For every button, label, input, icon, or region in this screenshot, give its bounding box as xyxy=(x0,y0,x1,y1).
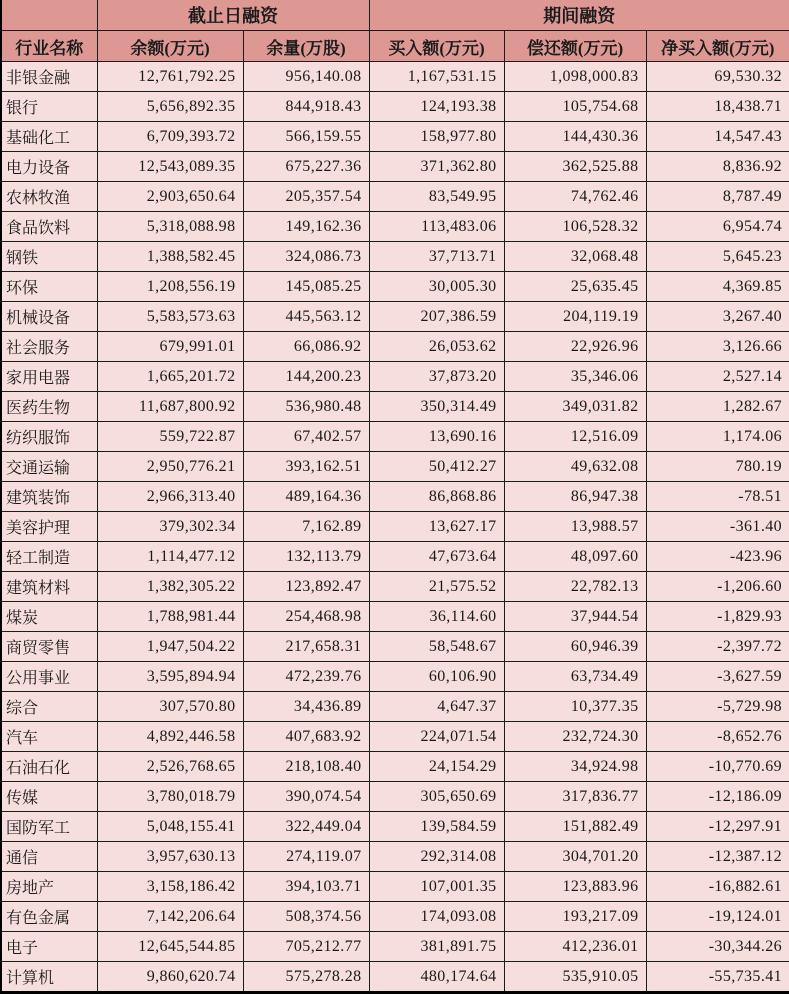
repay-amount-cell: 32,068.48 xyxy=(504,242,646,272)
balance-cell: 12,645,544.85 xyxy=(97,932,243,962)
buy-amount-cell: 30,005.30 xyxy=(369,272,504,302)
repay-amount-cell: 48,097.60 xyxy=(504,542,646,572)
net-buy-amount-cell: 18,438.71 xyxy=(646,92,789,122)
balance-cell: 5,656,892.35 xyxy=(97,92,243,122)
group-header-cutoff-financing: 截止日融资 xyxy=(97,0,369,31)
table-row xyxy=(1,752,789,782)
table-row xyxy=(1,92,789,122)
buy-amount-cell: 24,154.29 xyxy=(369,752,504,782)
industry-name-cell: 汽车 xyxy=(1,722,97,752)
net-buy-amount-cell: 14,547.43 xyxy=(646,122,789,152)
industry-name-cell: 有色金属 xyxy=(1,902,97,932)
table-row xyxy=(1,872,789,902)
volume-cell: 390,074.54 xyxy=(243,782,369,812)
repay-amount-cell: 13,988.57 xyxy=(504,512,646,542)
industry-name-cell: 计算机 xyxy=(1,962,97,993)
industry-name-cell: 煤炭 xyxy=(1,602,97,632)
industry-name-cell: 电子 xyxy=(1,932,97,962)
industry-name-cell: 医药生物 xyxy=(1,392,97,422)
volume-cell: 566,159.55 xyxy=(243,122,369,152)
balance-cell: 2,526,768.65 xyxy=(97,752,243,782)
industry-name-cell: 机械设备 xyxy=(1,302,97,332)
table-row xyxy=(1,332,789,362)
buy-amount-cell: 13,690.16 xyxy=(369,422,504,452)
column-header-buy-amount: 买入额(万元) xyxy=(369,31,504,62)
volume-cell: 132,113.79 xyxy=(243,542,369,572)
industry-name-cell: 食品饮料 xyxy=(1,212,97,242)
column-header-row xyxy=(1,31,789,62)
repay-amount-cell: 34,924.98 xyxy=(504,752,646,782)
net-buy-amount-cell: 3,267.40 xyxy=(646,302,789,332)
net-buy-amount-cell: -12,387.12 xyxy=(646,842,789,872)
volume-cell: 508,374.56 xyxy=(243,902,369,932)
net-buy-amount-cell: -1,206.60 xyxy=(646,572,789,602)
column-header-balance: 余额(万元) xyxy=(97,31,243,62)
table-row xyxy=(1,812,789,842)
volume-cell: 217,658.31 xyxy=(243,632,369,662)
net-buy-amount-cell: -8,652.76 xyxy=(646,722,789,752)
table-row xyxy=(1,542,789,572)
balance-cell: 3,595,894.94 xyxy=(97,662,243,692)
industry-name-cell: 钢铁 xyxy=(1,242,97,272)
repay-amount-cell: 193,217.09 xyxy=(504,902,646,932)
repay-amount-cell: 232,724.30 xyxy=(504,722,646,752)
repay-amount-cell: 22,926.96 xyxy=(504,332,646,362)
table-row xyxy=(1,362,789,392)
table-row xyxy=(1,302,789,332)
balance-cell: 12,543,089.35 xyxy=(97,152,243,182)
buy-amount-cell: 305,650.69 xyxy=(369,782,504,812)
volume-cell: 844,918.43 xyxy=(243,92,369,122)
industry-name-cell: 房地产 xyxy=(1,872,97,902)
buy-amount-cell: 4,647.37 xyxy=(369,692,504,722)
repay-amount-cell: 37,944.54 xyxy=(504,602,646,632)
table-row xyxy=(1,602,789,632)
buy-amount-cell: 371,362.80 xyxy=(369,152,504,182)
buy-amount-cell: 83,549.95 xyxy=(369,182,504,212)
buy-amount-cell: 47,673.64 xyxy=(369,542,504,572)
balance-cell: 2,966,313.40 xyxy=(97,482,243,512)
repay-amount-cell: 204,119.19 xyxy=(504,302,646,332)
table-row xyxy=(1,182,789,212)
net-buy-amount-cell: -12,297.91 xyxy=(646,812,789,842)
buy-amount-cell: 60,106.90 xyxy=(369,662,504,692)
repay-amount-cell: 74,762.46 xyxy=(504,182,646,212)
repay-amount-cell: 412,236.01 xyxy=(504,932,646,962)
repay-amount-cell: 151,882.49 xyxy=(504,812,646,842)
table-row xyxy=(1,962,789,993)
industry-name-cell: 环保 xyxy=(1,272,97,302)
table-body xyxy=(1,62,789,993)
net-buy-amount-cell: 780.19 xyxy=(646,452,789,482)
industry-name-cell: 基础化工 xyxy=(1,122,97,152)
repay-amount-cell: 144,430.36 xyxy=(504,122,646,152)
volume-cell: 145,085.25 xyxy=(243,272,369,302)
buy-amount-cell: 480,174.64 xyxy=(369,962,504,993)
balance-cell: 2,903,650.64 xyxy=(97,182,243,212)
balance-cell: 9,860,620.74 xyxy=(97,962,243,993)
table-row xyxy=(1,662,789,692)
volume-cell: 218,108.40 xyxy=(243,752,369,782)
table-row xyxy=(1,152,789,182)
repay-amount-cell: 105,754.68 xyxy=(504,92,646,122)
volume-cell: 144,200.23 xyxy=(243,362,369,392)
balance-cell: 1,665,201.72 xyxy=(97,362,243,392)
corner-cell xyxy=(1,0,97,31)
repay-amount-cell: 25,635.45 xyxy=(504,272,646,302)
table-row xyxy=(1,62,789,92)
volume-cell: 34,436.89 xyxy=(243,692,369,722)
balance-cell: 4,892,446.58 xyxy=(97,722,243,752)
industry-name-cell: 社会服务 xyxy=(1,332,97,362)
table-row xyxy=(1,932,789,962)
repay-amount-cell: 35,346.06 xyxy=(504,362,646,392)
table-row xyxy=(1,722,789,752)
balance-cell: 12,761,792.25 xyxy=(97,62,243,92)
repay-amount-cell: 535,910.05 xyxy=(504,962,646,993)
net-buy-amount-cell: 69,530.32 xyxy=(646,62,789,92)
table-row xyxy=(1,482,789,512)
net-buy-amount-cell: 6,954.74 xyxy=(646,212,789,242)
volume-cell: 394,103.71 xyxy=(243,872,369,902)
column-header-volume: 余量(万股) xyxy=(243,31,369,62)
volume-cell: 445,563.12 xyxy=(243,302,369,332)
table-row xyxy=(1,512,789,542)
table-row xyxy=(1,842,789,872)
buy-amount-cell: 124,193.38 xyxy=(369,92,504,122)
balance-cell: 559,722.87 xyxy=(97,422,243,452)
industry-name-cell: 国防军工 xyxy=(1,812,97,842)
volume-cell: 322,449.04 xyxy=(243,812,369,842)
balance-cell: 679,991.01 xyxy=(97,332,243,362)
net-buy-amount-cell: 8,787.49 xyxy=(646,182,789,212)
balance-cell: 1,382,305.22 xyxy=(97,572,243,602)
net-buy-amount-cell: -19,124.01 xyxy=(646,902,789,932)
balance-cell: 1,388,582.45 xyxy=(97,242,243,272)
repay-amount-cell: 317,836.77 xyxy=(504,782,646,812)
buy-amount-cell: 50,412.27 xyxy=(369,452,504,482)
table-row xyxy=(1,422,789,452)
column-header-industry: 行业名称 xyxy=(1,31,97,62)
industry-name-cell: 传媒 xyxy=(1,782,97,812)
balance-cell: 6,709,393.72 xyxy=(97,122,243,152)
table-row xyxy=(1,242,789,272)
balance-cell: 307,570.80 xyxy=(97,692,243,722)
balance-cell: 5,583,573.63 xyxy=(97,302,243,332)
balance-cell: 3,780,018.79 xyxy=(97,782,243,812)
industry-name-cell: 建筑装饰 xyxy=(1,482,97,512)
volume-cell: 705,212.77 xyxy=(243,932,369,962)
buy-amount-cell: 26,053.62 xyxy=(369,332,504,362)
buy-amount-cell: 224,071.54 xyxy=(369,722,504,752)
repay-amount-cell: 1,098,000.83 xyxy=(504,62,646,92)
table-header xyxy=(1,0,789,62)
industry-name-cell: 交通运输 xyxy=(1,452,97,482)
repay-amount-cell: 106,528.32 xyxy=(504,212,646,242)
buy-amount-cell: 107,001.35 xyxy=(369,872,504,902)
net-buy-amount-cell: 4,369.85 xyxy=(646,272,789,302)
industry-name-cell: 综合 xyxy=(1,692,97,722)
buy-amount-cell: 1,167,531.15 xyxy=(369,62,504,92)
net-buy-amount-cell: -10,770.69 xyxy=(646,752,789,782)
buy-amount-cell: 37,873.20 xyxy=(369,362,504,392)
table-row xyxy=(1,392,789,422)
industry-name-cell: 电力设备 xyxy=(1,152,97,182)
repay-amount-cell: 86,947.38 xyxy=(504,482,646,512)
balance-cell: 3,158,186.42 xyxy=(97,872,243,902)
table-row xyxy=(1,632,789,662)
balance-cell: 1,208,556.19 xyxy=(97,272,243,302)
column-header-repay-amount: 偿还额(万元) xyxy=(504,31,646,62)
buy-amount-cell: 37,713.71 xyxy=(369,242,504,272)
buy-amount-cell: 139,584.59 xyxy=(369,812,504,842)
repay-amount-cell: 362,525.88 xyxy=(504,152,646,182)
industry-name-cell: 商贸零售 xyxy=(1,632,97,662)
net-buy-amount-cell: 1,282.67 xyxy=(646,392,789,422)
industry-name-cell: 家用电器 xyxy=(1,362,97,392)
net-buy-amount-cell: -78.51 xyxy=(646,482,789,512)
industry-name-cell: 美容护理 xyxy=(1,512,97,542)
balance-cell: 11,687,800.92 xyxy=(97,392,243,422)
balance-cell: 1,947,504.22 xyxy=(97,632,243,662)
industry-name-cell: 纺织服饰 xyxy=(1,422,97,452)
group-header-period-financing: 期间融资 xyxy=(369,0,789,31)
repay-amount-cell: 304,701.20 xyxy=(504,842,646,872)
net-buy-amount-cell: 5,645.23 xyxy=(646,242,789,272)
volume-cell: 274,119.07 xyxy=(243,842,369,872)
volume-cell: 956,140.08 xyxy=(243,62,369,92)
volume-cell: 67,402.57 xyxy=(243,422,369,452)
industry-name-cell: 石油石化 xyxy=(1,752,97,782)
repay-amount-cell: 60,946.39 xyxy=(504,632,646,662)
buy-amount-cell: 86,868.86 xyxy=(369,482,504,512)
net-buy-amount-cell: -5,729.98 xyxy=(646,692,789,722)
balance-cell: 2,950,776.21 xyxy=(97,452,243,482)
repay-amount-cell: 12,516.09 xyxy=(504,422,646,452)
industry-name-cell: 银行 xyxy=(1,92,97,122)
net-buy-amount-cell: -2,397.72 xyxy=(646,632,789,662)
net-buy-amount-cell: 1,174.06 xyxy=(646,422,789,452)
buy-amount-cell: 58,548.67 xyxy=(369,632,504,662)
balance-cell: 3,957,630.13 xyxy=(97,842,243,872)
balance-cell: 1,114,477.12 xyxy=(97,542,243,572)
net-buy-amount-cell: -3,627.59 xyxy=(646,662,789,692)
group-header-row xyxy=(1,0,789,31)
net-buy-amount-cell: -1,829.93 xyxy=(646,602,789,632)
volume-cell: 489,164.36 xyxy=(243,482,369,512)
industry-name-cell: 公用事业 xyxy=(1,662,97,692)
net-buy-amount-cell: -12,186.09 xyxy=(646,782,789,812)
net-buy-amount-cell: 3,126.66 xyxy=(646,332,789,362)
net-buy-amount-cell: 8,836.92 xyxy=(646,152,789,182)
balance-cell: 379,302.34 xyxy=(97,512,243,542)
table-row xyxy=(1,692,789,722)
table-row xyxy=(1,212,789,242)
buy-amount-cell: 292,314.08 xyxy=(369,842,504,872)
industry-name-cell: 非银金融 xyxy=(1,62,97,92)
volume-cell: 393,162.51 xyxy=(243,452,369,482)
balance-cell: 1,788,981.44 xyxy=(97,602,243,632)
industry-name-cell: 通信 xyxy=(1,842,97,872)
table-row xyxy=(1,452,789,482)
repay-amount-cell: 63,734.49 xyxy=(504,662,646,692)
net-buy-amount-cell: -30,344.26 xyxy=(646,932,789,962)
table-row xyxy=(1,782,789,812)
net-buy-amount-cell: -361.40 xyxy=(646,512,789,542)
buy-amount-cell: 207,386.59 xyxy=(369,302,504,332)
industry-name-cell: 建筑材料 xyxy=(1,572,97,602)
repay-amount-cell: 10,377.35 xyxy=(504,692,646,722)
volume-cell: 123,892.47 xyxy=(243,572,369,602)
buy-amount-cell: 36,114.60 xyxy=(369,602,504,632)
repay-amount-cell: 22,782.13 xyxy=(504,572,646,602)
volume-cell: 575,278.28 xyxy=(243,962,369,993)
column-header-net-buy-amount: 净买入额(万元) xyxy=(646,31,789,62)
buy-amount-cell: 13,627.17 xyxy=(369,512,504,542)
buy-amount-cell: 381,891.75 xyxy=(369,932,504,962)
net-buy-amount-cell: -55,735.41 xyxy=(646,962,789,993)
repay-amount-cell: 349,031.82 xyxy=(504,392,646,422)
volume-cell: 536,980.48 xyxy=(243,392,369,422)
volume-cell: 149,162.36 xyxy=(243,212,369,242)
buy-amount-cell: 174,093.08 xyxy=(369,902,504,932)
net-buy-amount-cell: 2,527.14 xyxy=(646,362,789,392)
net-buy-amount-cell: -16,882.61 xyxy=(646,872,789,902)
table-row xyxy=(1,272,789,302)
buy-amount-cell: 158,977.80 xyxy=(369,122,504,152)
volume-cell: 324,086.73 xyxy=(243,242,369,272)
buy-amount-cell: 21,575.52 xyxy=(369,572,504,602)
volume-cell: 7,162.89 xyxy=(243,512,369,542)
buy-amount-cell: 113,483.06 xyxy=(369,212,504,242)
volume-cell: 675,227.36 xyxy=(243,152,369,182)
volume-cell: 66,086.92 xyxy=(243,332,369,362)
volume-cell: 254,468.98 xyxy=(243,602,369,632)
volume-cell: 472,239.76 xyxy=(243,662,369,692)
repay-amount-cell: 49,632.08 xyxy=(504,452,646,482)
buy-amount-cell: 350,314.49 xyxy=(369,392,504,422)
table-row xyxy=(1,572,789,602)
volume-cell: 407,683.92 xyxy=(243,722,369,752)
volume-cell: 205,357.54 xyxy=(243,182,369,212)
table-row xyxy=(1,902,789,932)
industry-name-cell: 轻工制造 xyxy=(1,542,97,572)
industry-name-cell: 农林牧渔 xyxy=(1,182,97,212)
repay-amount-cell: 123,883.96 xyxy=(504,872,646,902)
net-buy-amount-cell: -423.96 xyxy=(646,542,789,572)
balance-cell: 5,048,155.41 xyxy=(97,812,243,842)
table-row xyxy=(1,122,789,152)
balance-cell: 7,142,206.64 xyxy=(97,902,243,932)
balance-cell: 5,318,088.98 xyxy=(97,212,243,242)
